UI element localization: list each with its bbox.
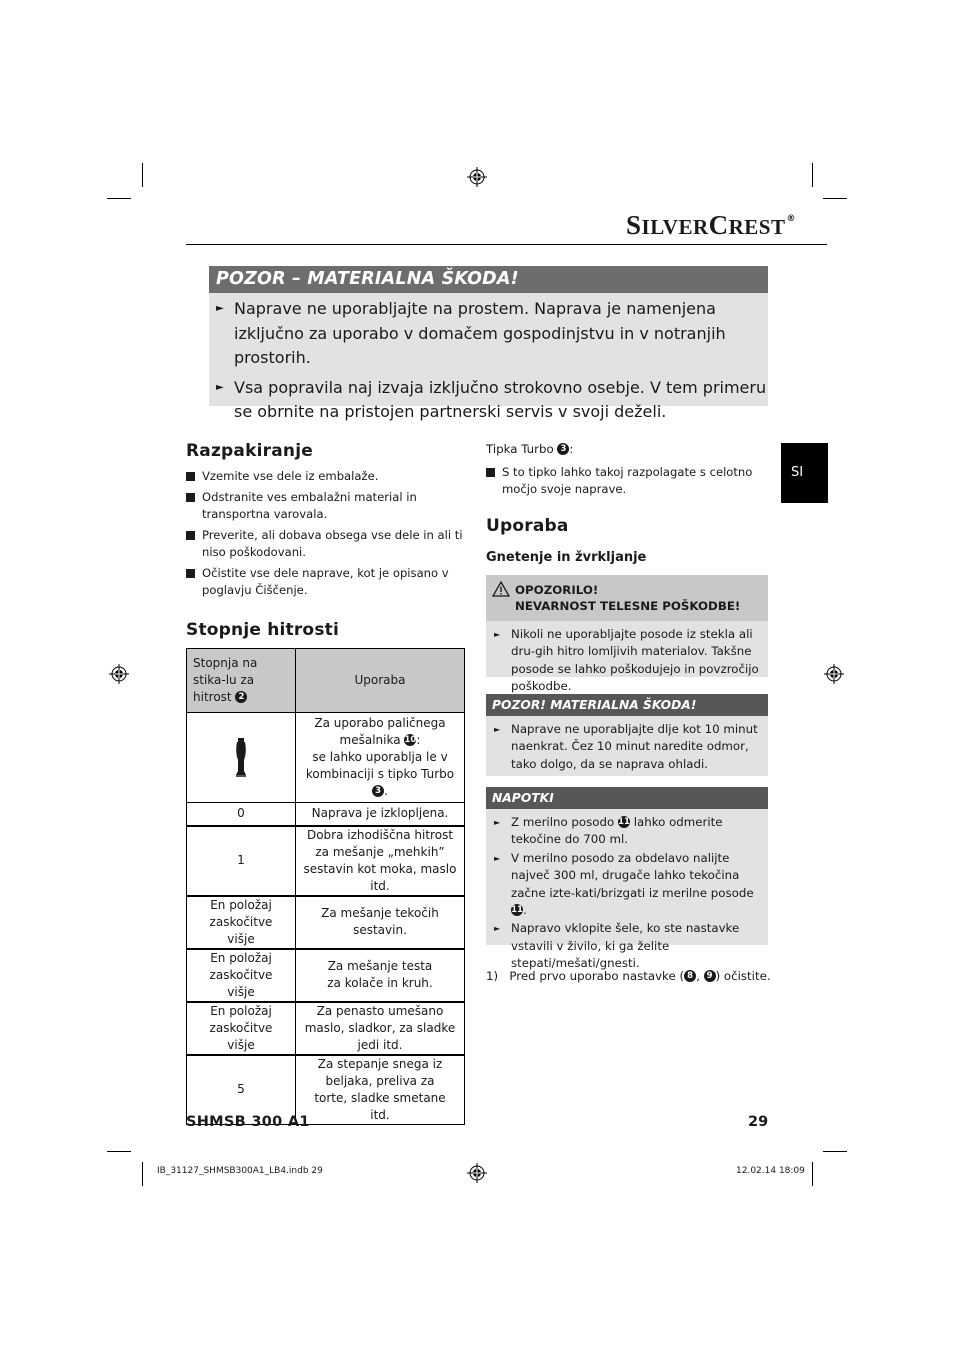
turbo-section <box>486 442 768 502</box>
table-row <box>187 896 465 949</box>
list-item: S to tipko lahko takoj razpolagate s celotno močjo svoje naprave. <box>486 464 768 498</box>
note-item: ► Z merilno posodo 11 lahko odmerite tekočine do 700 ml. <box>494 815 723 847</box>
caution-item: ► Naprave ne uporabljajte dlje kot 10 minut naenkrat. Čez 10 minut naredite odmor, tako dolgo, da se naprava ohladi. <box>494 722 758 771</box>
table-cell: Za mešanje tekočih sestavin. <box>296 896 465 949</box>
table-header-row <box>187 649 465 713</box>
crop-mark <box>107 198 131 199</box>
notes-title: NAPOTKI <box>486 787 768 809</box>
list-item: Odstranite ves embalažni material in transportna varovala. <box>186 489 466 523</box>
crop-mark <box>107 1151 131 1152</box>
ref-number: 9 <box>704 970 716 982</box>
arrow-icon: ► <box>494 853 501 863</box>
table-cell: Za mešanje testa za kolače in kruh. <box>296 949 465 1002</box>
usage-subheading: Gnetenje in žvrkljanje <box>486 550 647 565</box>
list-item: Preverite, ali dobava obsega vse dele in ali ti niso poškodovani. <box>186 527 466 561</box>
square-bullet-icon <box>186 493 195 502</box>
immersion-blender-icon <box>234 738 248 778</box>
crop-mark <box>812 1162 813 1186</box>
table-header-level: Stopnja na stika-lu za hitrost 2 <box>187 649 296 713</box>
slug-date: 12.02.14 18:09 <box>736 1166 805 1176</box>
caution-box <box>486 694 768 776</box>
list-item: Vzemite vse dele iz embalaže. <box>186 468 466 485</box>
warning-item: ► Vsa popravila naj izvaja izključno strokovno osebje. V tem primeru se obrnite na pristojen partnerski servis v svoji deželi. <box>216 377 767 421</box>
warning-line-2: NEVARNOST TELESNE POŠKODBE! <box>515 599 741 613</box>
table-cell: En položaj zaskočitve višje <box>187 1002 296 1055</box>
registration-mark-icon <box>109 664 129 684</box>
arrow-icon: ► <box>494 630 501 639</box>
arrow-icon: ► <box>494 818 501 827</box>
registration-mark-icon <box>467 167 487 187</box>
crop-mark <box>823 1151 847 1152</box>
table-cell: En položaj zaskočitve višje <box>187 949 296 1002</box>
ref-number: 2 <box>235 691 247 703</box>
list-item: Očistite vse dele naprave, kot je opisano v poglavju Čiščenje. <box>186 565 466 599</box>
table-cell: Dobra izhodiščna hitrost za mešanje „mehkih” sestavin kot moka, maslo itd. <box>296 826 465 896</box>
table-row <box>187 826 465 896</box>
table-cell: 0 <box>187 803 296 826</box>
notes-box <box>486 787 768 971</box>
table-cell: Za stepanje snega iz beljaka, preliva za torte, sladke smetane itd. <box>296 1055 465 1125</box>
speed-table <box>186 648 465 1125</box>
caution-title: POZOR! MATERIALNA ŠKODA! <box>486 694 768 716</box>
table-cell: En položaj zaskočitve višje <box>187 896 296 949</box>
ref-number: 3 <box>557 443 569 455</box>
warning-item: ► Naprave ne uporabljajte na prostem. Naprava je namenjena izključno za uporabo v domačem gospodinjstvu in v notranjih prostorih. <box>216 299 726 367</box>
table-cell: Za uporabo paličnega mešalnika 10: se lahko uporablja le v kombinaciji s tipko Turbo 3 . <box>296 713 465 803</box>
warning-title: POZOR – MATERIALNA ŠKODA! <box>209 266 768 293</box>
table-cell: Naprava je izklopljena. <box>296 803 465 826</box>
table-row <box>187 949 465 1002</box>
square-bullet-icon <box>186 472 195 481</box>
arrow-icon: ► <box>494 924 501 934</box>
note-item: ► Napravo vklopite šele, ko ste nastavke vstavili v živilo, ki ga želite stepati/mešati/gnesti. <box>494 921 740 971</box>
usage-heading: Uporaba <box>486 516 569 536</box>
ref-number: 3 <box>372 785 384 797</box>
registration-mark-icon <box>824 664 844 684</box>
turbo-label: Tipka Turbo 3 : <box>486 442 574 456</box>
warning-item: ► Nikoli ne uporabljajte posode iz stekla ali dru-gih hitro lomljivih materialov. Takšne posode se lahko poškodujejo in povzročijo poškodbe. <box>494 627 759 694</box>
slug-file: IB_31127_SHMSB300A1_LB4.indb 29 <box>157 1166 323 1176</box>
square-bullet-icon <box>486 468 495 477</box>
table-cell: 5 <box>187 1055 296 1125</box>
ref-number: 11 <box>618 816 630 827</box>
arrow-icon: ► <box>494 725 501 734</box>
header-rule <box>186 244 827 245</box>
square-bullet-icon <box>186 531 195 540</box>
brand-logo: SILVERCREST® <box>626 210 796 240</box>
table-row <box>187 803 465 826</box>
injury-warning-box <box>486 575 768 694</box>
arrow-icon: ► <box>216 381 224 393</box>
crop-mark <box>823 198 847 199</box>
crop-mark <box>142 1162 143 1186</box>
crop-mark <box>812 163 813 187</box>
arrow-icon: ► <box>216 303 224 314</box>
page-number: 29 <box>748 1114 769 1130</box>
table-cell <box>187 713 296 803</box>
injury-warning-header <box>486 575 768 621</box>
speeds-heading: Stopnje hitrosti <box>186 620 339 640</box>
square-bullet-icon <box>186 569 195 578</box>
registration-mark-icon <box>467 1163 487 1183</box>
ref-number: 11 <box>511 904 523 915</box>
warning-triangle-icon <box>492 581 510 597</box>
ref-number: 8 <box>684 970 696 982</box>
table-row <box>187 713 465 803</box>
note-item: ► V merilno posodo za obdelavo nalijte največ 300 ml, drugače lahko tekočina začne izte-kati/brizgati iz merilne posode 11. <box>494 850 754 918</box>
material-damage-warning <box>209 266 768 421</box>
crop-mark <box>142 163 143 187</box>
table-cell: 1 <box>187 826 296 896</box>
model-number: SHMSB 300 A1 <box>186 1114 310 1130</box>
language-tab: SI <box>781 443 828 503</box>
step-1: 1) Pred prvo uporabo nastavke ( 8 , 9 ) očistite. <box>486 969 771 983</box>
table-header-use: Uporaba <box>296 649 465 713</box>
unpacking-section <box>186 441 466 603</box>
unpacking-heading: Razpakiranje <box>186 441 313 461</box>
warning-line-1: OPOZORILO! <box>515 583 599 597</box>
ref-number: 10 <box>404 734 417 745</box>
table-cell: Za penasto umešano maslo, sladkor, za sladke jedi itd. <box>296 1002 465 1055</box>
table-row <box>187 1002 465 1055</box>
